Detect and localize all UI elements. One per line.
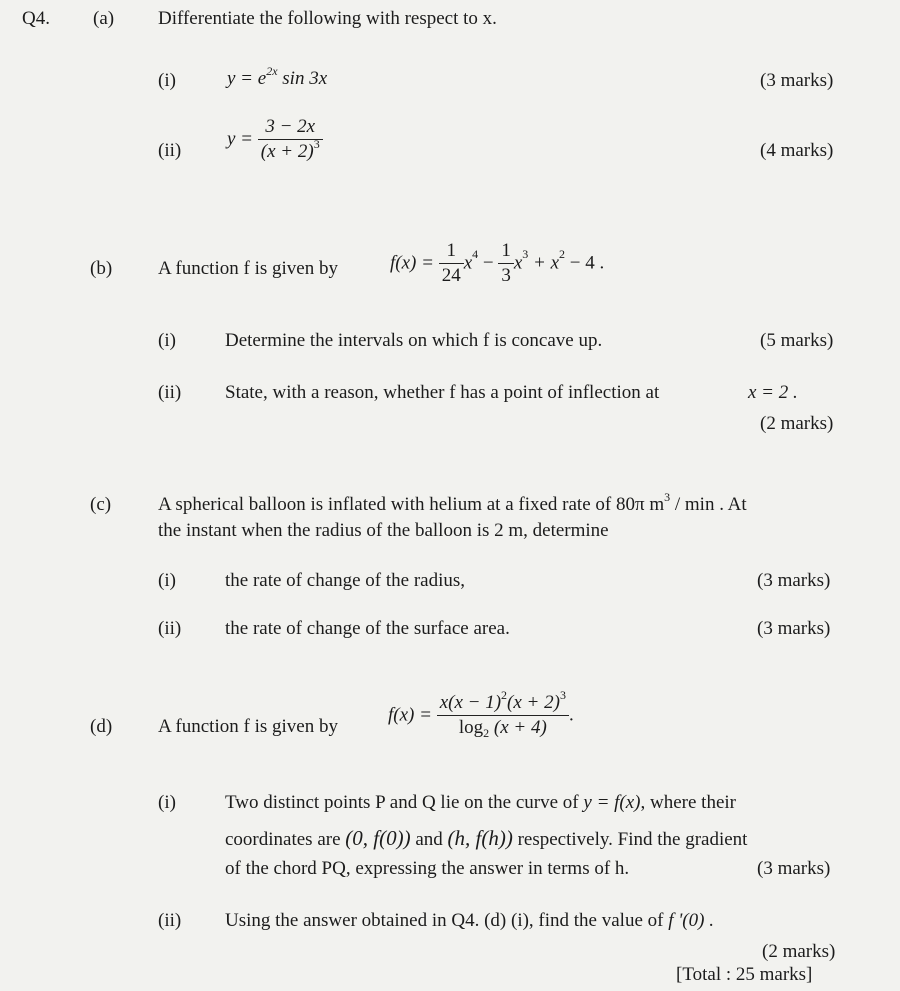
part-b-i-marks: (5 marks): [760, 330, 834, 351]
part-d-ii-text: Using the answer obtained in Q4. (d) (i), find the value of: [225, 910, 664, 931]
derivative-expression: f '(0) .: [668, 910, 714, 931]
part-c-i-text: the rate of change of the radius,: [225, 570, 466, 591]
part-a-intro: Differentiate the following with respect to x.: [158, 8, 497, 29]
function-lhs: f(x) =: [390, 252, 434, 274]
part-b-i-label: (i): [158, 330, 176, 351]
part-c-line1-text: A spherical balloon is inflated with helium at a fixed rate of: [158, 494, 612, 515]
part-d-i-line1: [225, 792, 736, 814]
part-b-ii-marks: (2 marks): [760, 413, 834, 434]
log-function: log: [458, 717, 484, 738]
fraction-1-24: [439, 240, 464, 287]
part-d-i-line2-start: coordinates are: [225, 829, 341, 850]
part-c-line2: the instant when the radius of the balloon is 2 m, determine: [158, 520, 609, 541]
fraction: [437, 688, 569, 740]
factor-2-power: 3: [559, 688, 566, 702]
log-base: 2: [483, 726, 490, 740]
period: .: [568, 704, 574, 726]
rate-unit: / min . At: [674, 494, 747, 515]
part-c-ii-text: the rate of change of the surface area.: [225, 618, 510, 639]
fraction-numerator: 1: [446, 240, 456, 261]
part-c-i-marks: (3 marks): [757, 570, 831, 591]
part-b-label: (b): [90, 258, 113, 279]
minus-sign: −: [482, 252, 494, 274]
rate-power: 3: [664, 490, 671, 504]
part-d-i-label: (i): [158, 792, 176, 813]
part-c-ii-label: (ii): [158, 618, 182, 639]
part-a-label: (a): [93, 8, 115, 29]
part-d-ii-line: [225, 910, 714, 932]
part-b-ii-label: (ii): [158, 382, 182, 403]
fraction: [258, 116, 323, 163]
term-x-squared: + x: [533, 252, 560, 274]
factor-1-power: 2: [501, 688, 508, 702]
fraction-denominator: [258, 139, 323, 163]
part-c-ii-marks: (3 marks): [757, 618, 831, 639]
part-b-ii-text: State, with a reason, whether f has a point of inflection at: [225, 382, 660, 403]
part-c-line1: [158, 490, 747, 516]
total-marks: [Total : 25 marks]: [676, 964, 813, 985]
part-b-i-text: Determine the intervals on which f is concave up.: [225, 330, 603, 351]
y-equals: y =: [227, 128, 254, 150]
fraction-numerator: [437, 688, 569, 715]
curve-expression: y = f(x): [583, 792, 641, 813]
part-d-i-line2-end: respectively. Find the gradient: [517, 829, 748, 850]
part-a-ii-equation: [227, 116, 323, 163]
part-a-ii-marks: (4 marks): [760, 140, 834, 161]
part-d-i-line1-end: , where their: [640, 792, 736, 813]
numerator-factor-1: x(x − 1): [439, 692, 502, 713]
part-d-intro: A function f is given by: [158, 716, 338, 737]
part-d-i-line1-text: Two distinct points P and Q lie on the curve of: [225, 792, 579, 813]
point-q: (h, f(h)): [447, 826, 513, 850]
part-a-i-equation: [227, 64, 328, 90]
fraction-numerator: 3 − 2x: [265, 116, 316, 137]
part-b-intro: A function f is given by: [158, 258, 338, 279]
term-power: 2: [559, 247, 566, 261]
part-d-ii-label: (ii): [158, 910, 182, 931]
term-power: 4: [472, 247, 479, 261]
part-b-function: [390, 240, 604, 287]
fraction-denominator: [437, 715, 569, 739]
y-equals: y =: [227, 68, 254, 89]
numerator-factor-2: (x + 2): [507, 692, 560, 713]
part-c-i-label: (i): [158, 570, 176, 591]
log-argument: (x + 4): [493, 717, 547, 738]
fraction-denominator: 24: [439, 263, 464, 287]
part-a-ii-label: (ii): [158, 140, 182, 161]
part-b-ii-condition: x = 2 .: [748, 382, 798, 403]
term-x: x: [463, 252, 473, 274]
exp-power: 2x: [266, 64, 278, 78]
part-d-i-marks: (3 marks): [757, 858, 831, 879]
sine-term: sin 3x: [282, 68, 328, 89]
exp-base: e: [257, 68, 267, 89]
term-power: 3: [522, 247, 529, 261]
part-c-label: (c): [90, 494, 112, 515]
part-a-i-label: (i): [158, 70, 176, 91]
function-lhs: f(x) =: [388, 704, 432, 726]
part-d-i-line3: of the chord PQ, expressing the answer in terms of h.: [225, 858, 630, 879]
part-d-function: [388, 688, 574, 740]
denominator-power: 3: [313, 137, 320, 151]
question-number: Q4.: [22, 8, 50, 29]
fraction-denominator: 3: [498, 263, 514, 287]
part-d-label: (d): [90, 716, 113, 737]
point-p: (0, f(0)): [345, 826, 411, 850]
part-a-i-marks: (3 marks): [760, 70, 834, 91]
rate-value: 80π m: [615, 494, 665, 515]
part-d-ii-marks: (2 marks): [762, 941, 836, 962]
fraction-1-3: [498, 240, 514, 287]
constant-term: − 4 .: [569, 252, 605, 274]
and-word: and: [415, 829, 443, 850]
term-x: x: [513, 252, 523, 274]
denominator-base: (x + 2): [260, 141, 314, 162]
part-d-i-line2: [225, 826, 747, 851]
fraction-numerator: 1: [501, 240, 511, 261]
